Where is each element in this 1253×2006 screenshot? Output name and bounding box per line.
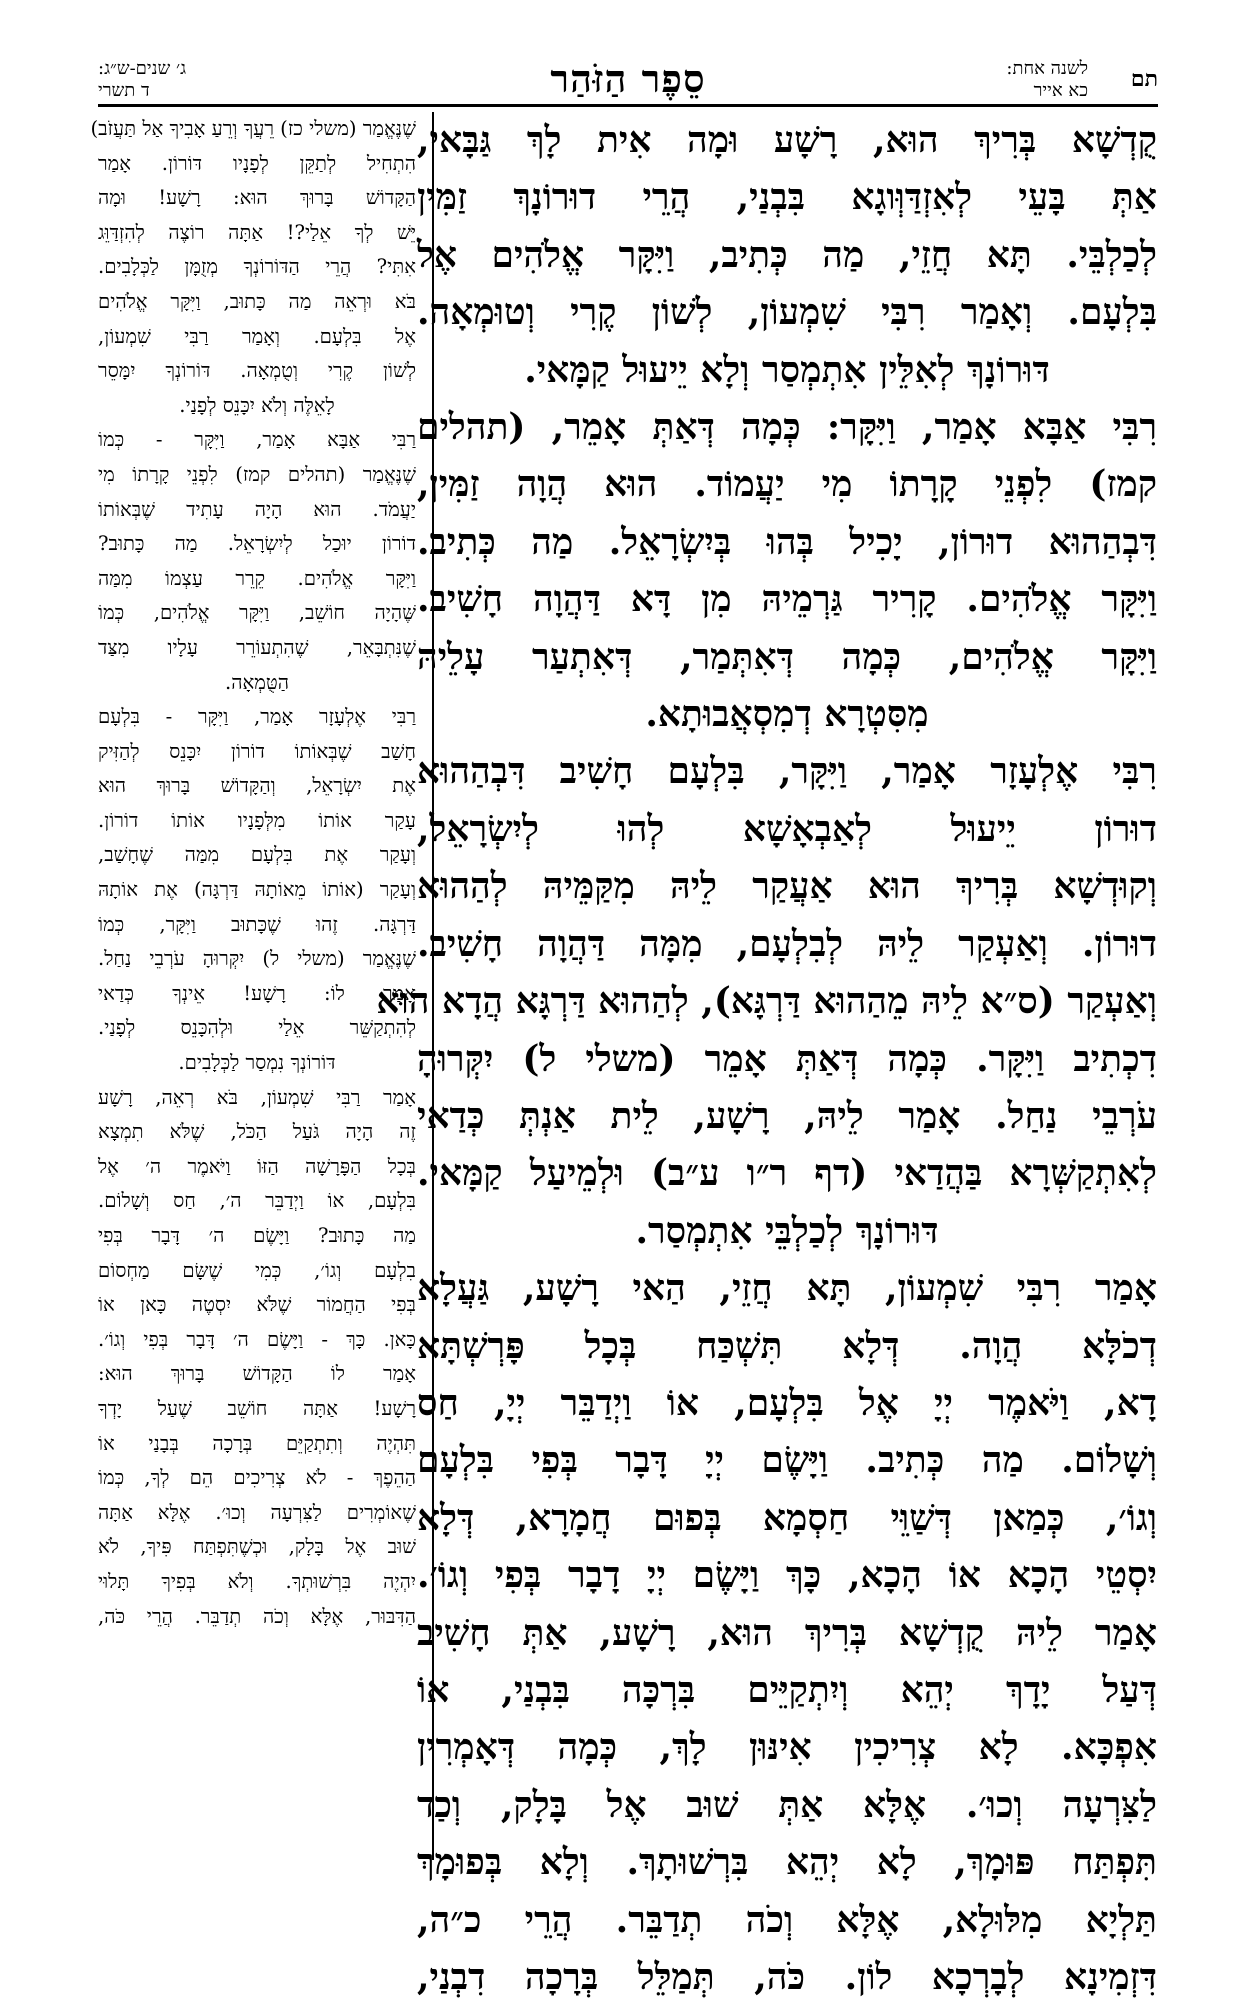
side-text-line: עָקַר אוֹתוֹ מִלְּפָנָיו אוֹתוֹ דוֹרוֹן. <box>98 808 416 832</box>
side-text-line: דַּרְגָּה. זֶהוּ שֶׁכָּתוּב וַיִּקָּר, כְּמוֹ <box>98 912 416 936</box>
aramaic-text-column <box>376 112 1157 1998</box>
main-text-line: אַתְּ בָּעֵי לְאִזְדַּוְּוגָא בִּבְנַי, הֲרֵי דוּרוֹנָךְ זַמִּין <box>417 176 1157 219</box>
main-text-line: רִבִּי אַבָּא אָמַר, וַיִּקָּר: כְּמָה דְּאַתְּ אָמֵר, (תהלים <box>417 406 1157 449</box>
side-text-line: שֶּׁהָיָה חוֹשֵׁב, וַיִּקָּר אֱלֹהִים, כְּמוֹ <box>98 601 416 625</box>
main-text-line: דוּרוֹן יֵיעוּל לְאַבְאָשָׁא לְהוּ לְיִשְׂרָאֵל, <box>417 807 1157 850</box>
side-text-line: בִלְעָם וְגוֹ׳, כְּמִי שֶׁשָּׂם מַחְסוֹם <box>98 1258 416 1282</box>
side-text-line: רַבִּי אַבָּא אָמַר, וַיִּקָּר - כְּמוֹ <box>98 428 416 452</box>
schedule-one-year-date: כא אייר <box>1033 80 1088 101</box>
side-text-line: יֵּשׁ לְךָ אֵלַי?! אַתָּה רוֹצֶה לְהִזְדַּוֵּג <box>98 220 416 244</box>
main-text-line: תִּפְתַּח פּוּמָךְ, לָא יְהֵא בִּרְשׁוּתָךְ. וְלָא בְּפוּמָךְ <box>417 1841 1157 1884</box>
main-text-line: דְּעַל יָדָךְ יְהֵא וְיִתְקַיֵּים בִּרְכָּה בִּבְנַי, אוֹ <box>417 1668 1157 1711</box>
side-text-line: זֶה הָיָה גֹּעַל הַכֹּל, שֶׁלֹּא תִמְצָא <box>98 1120 416 1144</box>
main-text-line: תַּלְיָא מִלּוּלָא, אֶלָּא וְכֹה תְדַבֵּר. הֲרֵי כ״ה, <box>417 1898 1157 1941</box>
main-text-line: דִּבְהַהוּא דוּרוֹן, יָכִיל בְּהוּ בְּיִשְׂרָאֵל. מַה כְּתִיב. <box>417 520 1157 563</box>
side-text-line: יַעֲמֹד. הוּא הָיָה עָתִיד שֶׁבְּאוֹתוֹ <box>98 497 416 521</box>
side-text-line: דוֹרוֹן יוּכַל לְיִשְׂרָאֵל. מַה כָּתוּב? <box>98 532 416 556</box>
schedule-three-years-label: ג׳ שנים-ש״ג: <box>98 58 187 79</box>
side-text-line: חָשַׁב שֶׁבְּאוֹתוֹ דוֹרוֹן יִכָּנֵס לְהַזִּיק <box>98 739 416 763</box>
page-label: תם <box>1130 66 1158 92</box>
side-text-line: אָמַר לוֹ הַקָּדוֹשׁ בָּרוּךְ הוּא: <box>98 1362 416 1386</box>
side-text-line: דּוֹרוֹנְךָ נִמְסַר לַכְּלָבִים. <box>178 1051 336 1075</box>
main-text-line: אָמַר לֵיהּ קֻדְשָׁא בְּרִיךְ הוּא, רָשָׁע, אַתְּ חָשִׁיב <box>417 1611 1157 1654</box>
side-text-line: יִהְיֶה בִּרְשׁוּתְךָ. וְלֹא בְּפִיךָ תָּלוּי <box>98 1569 416 1593</box>
main-text-line: קֻדְשָׁא בְּרִיךְ הוּא, רָשָׁע וּמָה אִית לָךְ גַּבָּאי, <box>417 119 1157 161</box>
main-text-line: וַיִּקָּר אֱלֹהִים. קָרִיר גַּרְמֵיהּ מִן דָּא דַּהֲוָה חָשִׁיב. <box>417 578 1157 621</box>
side-text-line: שׁוּב אֶל בָּלָק, וּכְשֶׁתִּפְתַּח פִּיךָ, לֹא <box>98 1535 416 1559</box>
side-text-line: שֶׁנֶּאֱמַר (תהלים קמז) לִפְנֵי קָרָתוֹ מִי <box>98 462 416 486</box>
side-text-line: וַיִּקָּר אֱלֹהִים. קֵרֵר עַצְמוֹ מִמַּה <box>98 566 416 590</box>
side-text-line: אִתִּי? הֲרֵי הַדּוֹרוֹנְךָ מְזֻמָּן לַכְּלָבִים. <box>98 255 416 279</box>
side-text-line: אָמַר לוֹ: רָשָׁע! אֵינְךָ כְּדַאי <box>98 981 416 1005</box>
side-text-line: רָשָׁע! אַתָּה חוֹשֵׁב שֶׁעַל יָדְךָ <box>98 1396 416 1420</box>
main-text-line: דּוּרוֹנָךְ לְאִלֵּין אִתְמְסַר וְלָא יֵיעוּל קַמָּאי. <box>524 348 1050 391</box>
schedule-three-years-date: ד תשרי <box>98 80 150 101</box>
side-text-line: שֶׁנִּתְבָּאֵר, שֶׁהִתְעוֹרֵר עָלָיו מִצַּד <box>98 635 416 659</box>
side-text-line: וְעָקַר (אוֹתוֹ מֵאוֹתָהּ דַּרְגָּה) אֶת אוֹתָהּ <box>98 878 416 902</box>
side-text-line: הִתְחִיל לְתַקֵּן לְפָנָיו דּוֹרוֹן. אָמַר <box>98 151 416 175</box>
header-rule <box>98 104 1158 107</box>
main-text-line: בִּלְעָם. וְאָמַר רִבִּי שִׁמְעוֹן, לְשׁוֹן קֶרִי וְטוּמְאָה. <box>417 291 1157 334</box>
main-text-line: לַצִּרְעָה וְכוּ׳. אֶלָּא אַתְּ שׁוּב אֶל בָּלָק, וְכַד <box>417 1783 1157 1826</box>
main-text-line: עֹרְבֵי נַחַל. אָמַר לֵיהּ, רָשָׁע, לֵית אַנְתְּ כְּדַאי <box>417 1094 1157 1137</box>
side-text-line: הַהֵפֶךְ - לֹא צְרִיכִים הֵם לְךָ, כְּמוֹ <box>98 1466 416 1490</box>
side-text-line: לָאֵלֶּה וְלֹא יִכָּנֵס לְפָנַי. <box>179 393 335 417</box>
main-text-line: וְשָׁלוֹם. מַה כְּתִיב. וַיָּשֶׂם יְיָ דָּבָר בְּפִי בִּלְעָם <box>417 1439 1157 1482</box>
side-text-line: בִּלְעָם, אוֹ וַיְדַבֵּר ה׳, חַס וְשָׁלוֹם. <box>98 1189 416 1213</box>
side-text-line: אֶת יִשְׂרָאֵל, וְהַקָּדוֹשׁ בָּרוּךְ הוּא <box>98 774 416 798</box>
side-text-line: אֶל בִּלְעָם. וְאָמַר רַבִּי שִׁמְעוֹן, <box>98 324 416 348</box>
schedule-one-year-label: לשנה אחת: <box>1006 58 1088 79</box>
side-text-line: בְּפִי הַחֲמוֹר שֶׁלֹּא יִסְטֶה כָּאן אוֹ <box>98 1293 416 1317</box>
side-text-line: וְעָקַר אֶת בִּלְעָם מִמַּה שֶׁחָשַׁב, <box>98 843 416 867</box>
main-text-line: מִסִּטְרָא דְמִסְאֲבוּתָא. <box>645 693 929 736</box>
main-text-line: וַיִּקָּר אֱלֹהִים, כְּמָה דְּאִתְּמַר, דְּאִתְעַר עָלֵיהּ <box>417 635 1157 678</box>
side-text-line: מַה כָּתוּב? וַיָּשֶׂם ה׳ דָּבָר בְּפִי <box>98 1224 416 1247</box>
main-text-line: אָמַר רִבִּי שִׁמְעוֹן, תָּא חֲזֵי, הַאי רָשָׁע, גַּעֲלָא <box>417 1267 1157 1310</box>
column-divider <box>432 112 434 1860</box>
side-text-line: רַבִּי אֶלְעָזָר אָמַר, וַיִּקָּר - בִּלְעָם <box>98 705 416 729</box>
side-text-line: לְשׁוֹן קֶרִי וְטֻמְאָה. דּוֹרוֹנְךָ יִמָּסֵר <box>98 359 416 383</box>
main-text-line: יִסְטֵי הָכָא אוֹ הָכָא, כָּךְ וַיָּשֶׂם יְיָ דָבָר בְּפִי וְגוֹ׳. <box>417 1554 1157 1597</box>
main-text-line: דִּזְמִינָא לְבָרְכָא לוֹן. כֹּה, תְּמַלֵּל בְּרָכָה דִבְנַי, <box>417 1956 1157 1998</box>
side-text-line: תִּהְיֶה וְתִתְקַיֵּם בְּרָכָה בְּבָנַי אוֹ <box>98 1431 416 1455</box>
main-text-line: לְכַלְבֵּי. תָּא חֲזֵי, מַה כְּתִיב, וַיִּקָּר אֱלֹהִים אֶל <box>417 233 1157 276</box>
main-text-line: דָא, וַיֹּאמֶר יְיָ אֶל בִּלְעָם, אוֹ וַיְדַבֵּר יְיָ, חַס <box>417 1381 1157 1424</box>
main-text-line: קמז) לִפְנֵי קָרָתוֹ מִי יַעֲמוֹד. הוּא הֲוָה זַמִּין, <box>417 463 1157 506</box>
side-text-line: הַקָּדוֹשׁ בָּרוּךְ הוּא: רָשָׁע! וּמָה <box>98 186 416 210</box>
main-text-line: דִכְתִיב וַיִּקָּר. כְּמָה דְּאַתְּ אָמֵר (משלי ל) יִקְּרוּהָ <box>417 1037 1157 1080</box>
main-text-line: דּוּרוֹנָךְ לְכַלְבֵּי אִתְמְסַר. <box>635 1209 939 1252</box>
side-text-line: כָּאן. כָּךְ - וַיָּשֶׂם ה׳ דָּבָר בְּפִי וְגוֹ׳. <box>98 1327 416 1351</box>
book-title: סֵפֶר הַזֹּהַר <box>550 56 706 101</box>
page-header <box>98 58 1158 106</box>
side-text-line: שֶׁאוֹמְרִים לַצִּרְעָה וְכוּ׳. אֶלָּא אַתָּה <box>98 1500 416 1524</box>
side-text-line: הַטֻּמְאָה. <box>225 670 289 694</box>
side-text-line: הַדִּבּוּר, אֶלָּא וְכֹה תְדַבֵּר. הֲרֵי כֹּה, <box>98 1604 416 1628</box>
main-text-line: לְאִתְקַשְּׁרָא בַּהֲדַאי (דף ר״ו ע״ב) וּלְמֵיעַל קַמָּאי. <box>417 1152 1157 1195</box>
side-text-line: שֶׁנֶּאֱמַר (משלי כז) רֵעֲךָ וְרֵעַ אָבִיךָ אַל תַּעֲזֹב) <box>90 117 416 140</box>
side-text-line: לְהִתְקַשֵּׁר אֵלַי וּלְהִכָּנֵס לְפָנַי. <box>98 1016 416 1040</box>
side-text-line: בֹּא וּרְאֵה מַה כָּתוּב, וַיִּקָּר אֱלֹהִים <box>98 289 416 313</box>
main-text-line: וְאַעְקַר (ס״א לֵיהּ מֵהַהוּא דַּרְגָּא), לְהַהוּא דַּרְגָּא הֲדָא הוּא <box>376 980 1157 1023</box>
main-text-line: רִבִּי אֶלְעָזָר אָמַר, וַיִּקָּר, בִּלְעָם חָשִׁיב דִּבְהַהוּא <box>417 750 1157 793</box>
main-text-line: אִפְכָּא. לָא צְרִיכִין אִינּוּן לָךְ, כְּמָה דְּאָמְרִין <box>417 1726 1157 1769</box>
main-text-line: וְקוּדְשָׁא בְּרִיךְ הוּא אַעֲקַר לֵיהּ מִקַּמֵּיהּ לְהַהוּא <box>417 865 1157 908</box>
hebrew-translation-column <box>90 112 416 1860</box>
main-text-line: דוּרוֹן. וְאַעְקַר לֵיהּ לְבִלְעָם, מִמָּה דַּהֲוָה חָשִׁיב. <box>417 922 1157 965</box>
schedule-three-years <box>98 58 186 102</box>
side-text-line: שֶׁנֶּאֱמַר (משלי ל) יִקְּרוּהָ עֹרְבֵי נַחַל. <box>98 947 416 971</box>
main-text-line: וְגוֹ׳, כְּמַאן דְּשַׁוֵּי חַסְמָא בְּפוּם חֲמָרָא, דְּלָא <box>417 1496 1157 1539</box>
side-text-line: בְּכָל הַפָּרָשָׁה הַזּוֹ וַיֹּאמֶר ה׳ אֶל <box>98 1154 416 1178</box>
side-text-line: אָמַר רַבִּי שִׁמְעוֹן, בֹּא רְאֵה, רָשָׁע <box>98 1085 416 1109</box>
main-text-line: דְכֹלָּא הֲוָה. דְּלָא תִּשְׁכַּח בְּכָל פָּרְשְׁתָּא <box>417 1324 1157 1367</box>
